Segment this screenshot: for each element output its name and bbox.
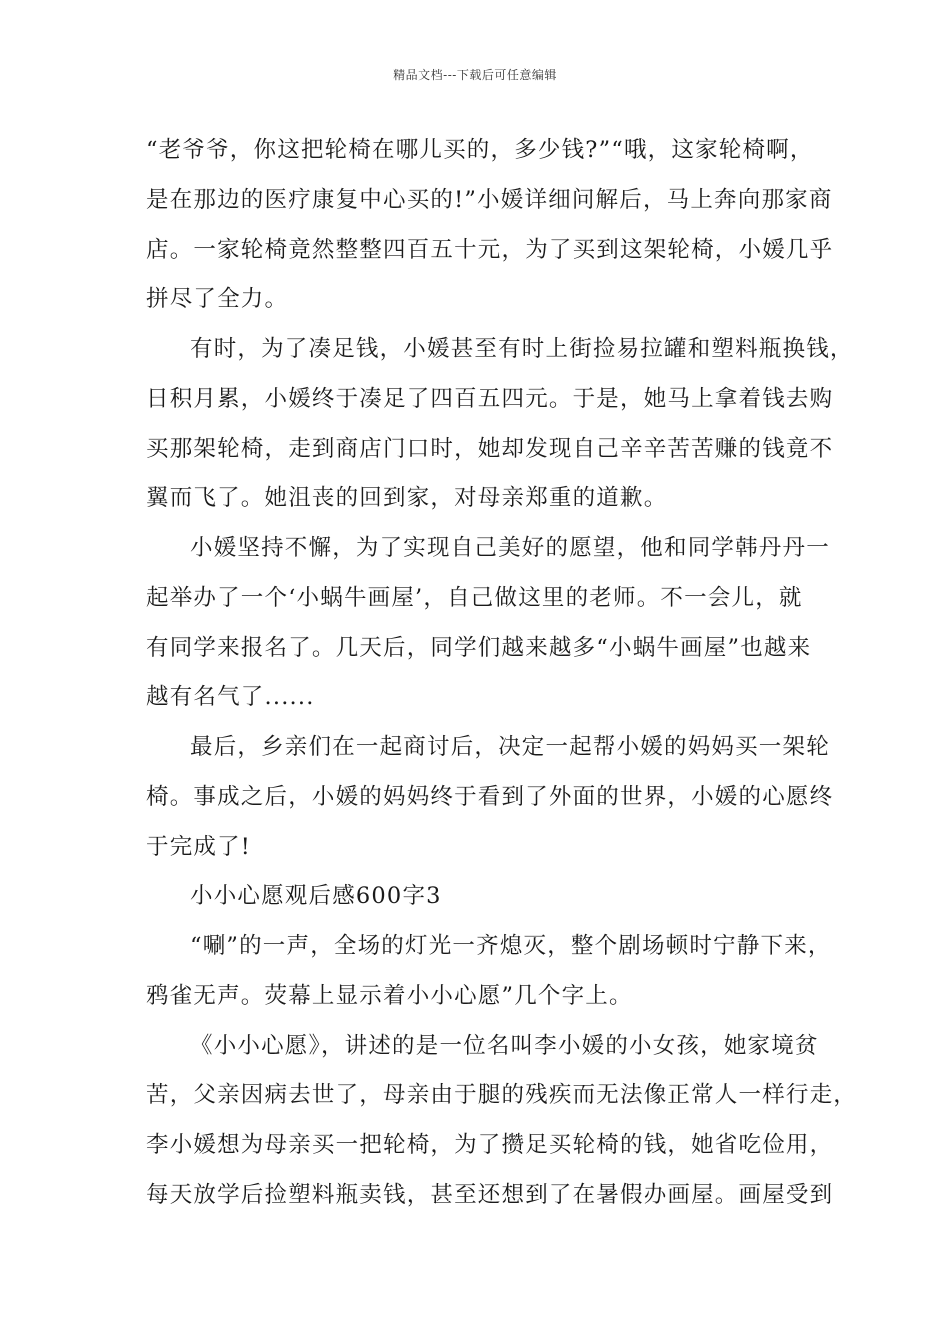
text-line: 买那架轮椅，走到商店门口时，她却发现自己辛辛苦苦赚的钱竟不 xyxy=(146,436,834,462)
paragraph-start: 小媛坚持不懈，为了实现自己美好的愿望，他和同学韩丹丹一 xyxy=(190,535,830,561)
text-line: 越有名气了...... xyxy=(146,684,315,710)
text-line: 有同学来报名了。几天后，同学们越来越多“小蜗牛画屋”也越来 xyxy=(146,635,812,661)
section-heading: 小小心愿观后感600字3 xyxy=(190,883,442,909)
text-line: 是在那边的医疗康复中心买的!”小媛详细问解后，马上奔向那家商 xyxy=(146,187,833,213)
paragraph-start: 《小小心愿》，讲述的是一位名叫李小媛的小女孩，她家境贫 xyxy=(190,1033,819,1059)
text-line: “老爷爷，你这把轮椅在哪儿买的，多少钱?”“哦，这家轮椅啊， xyxy=(146,137,814,163)
text-line: 日积月累，小媛终于凑足了四百五四元。于是，她马上拿着钱去购 xyxy=(146,386,834,412)
text-line: 翼而飞了。她沮丧的回到家，对母亲郑重的道歉。 xyxy=(146,485,668,511)
text-line: 起举办了一个‘小蜗牛画屋’，自己做这里的老师。不一会儿，就 xyxy=(146,585,803,611)
text-line: 李小媛想为母亲买一把轮椅，为了攒足买轮椅的钱，她省吃俭用， xyxy=(146,1132,834,1158)
text-line: 每天放学后捡塑料瓶卖钱，甚至还想到了在暑假办画屋。画屋受到 xyxy=(146,1182,834,1208)
text-line: 于完成了! xyxy=(146,834,252,860)
text-line: 店。一家轮椅竟然整整四百五十元，为了买到这架轮椅，小媛几乎 xyxy=(146,237,834,263)
text-line: 鸦雀无声。荧幕上显示着小小心愿”几个字上。 xyxy=(146,983,633,1009)
paragraph-start: “唰”的一声，全场的灯光一齐熄灭，整个剧场顿时宁静下来， xyxy=(190,933,832,959)
text-line: 拼尽了全力。 xyxy=(146,286,289,312)
text-line: 苦，父亲因病去世了，母亲由于腿的残疾而无法像正常人一样行走， xyxy=(146,1082,858,1108)
paragraph-start: 最后，乡亲们在一起商讨后，决定一起帮小媛的妈妈买一架轮 xyxy=(190,734,830,760)
text-line: 椅。事成之后，小媛的妈妈终于看到了外面的世界，小媛的心愿终 xyxy=(146,784,834,810)
paragraph-start: 有时，为了凑足钱，小媛甚至有时上街捡易拉罐和塑料瓶换钱， xyxy=(190,336,854,362)
page-header: 精品文档---下载后可任意编辑 xyxy=(393,68,557,82)
